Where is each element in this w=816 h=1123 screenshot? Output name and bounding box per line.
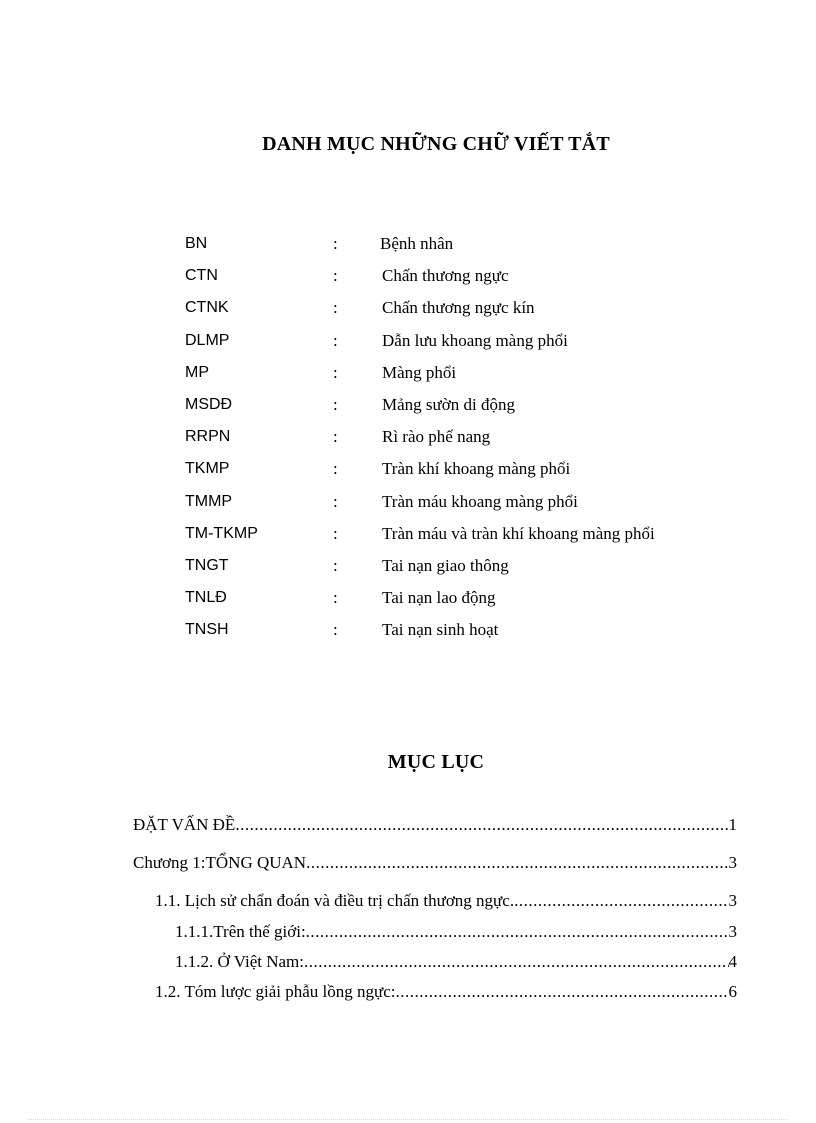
toc-entry-dat-van-de[interactable] bbox=[133, 814, 737, 836]
abbreviation-meaning: Tai nạn lao động bbox=[382, 588, 496, 608]
toc-dot-leader bbox=[304, 951, 729, 973]
toc-entry-page: 1 bbox=[728, 815, 737, 834]
toc-dot-leader bbox=[396, 981, 729, 1003]
toc-entry-page: 3 bbox=[728, 853, 737, 872]
toc-dot-leader bbox=[306, 852, 728, 874]
abbreviation-row bbox=[185, 491, 745, 523]
abbreviation-separator: : bbox=[333, 427, 338, 447]
toc-entry-1-1[interactable] bbox=[155, 890, 737, 912]
toc-entry-chuong-1[interactable] bbox=[133, 852, 737, 874]
toc-entry-page: 3 bbox=[728, 922, 737, 941]
abbreviation-meaning: Dẫn lưu khoang màng phổi bbox=[382, 330, 568, 350]
abbreviation-code: TKMP bbox=[185, 460, 230, 478]
abbreviation-row bbox=[185, 265, 745, 297]
abbreviation-code: BN bbox=[185, 235, 208, 252]
abbreviation-meaning: Tràn máu và tràn khí khoang màng phổi bbox=[382, 523, 655, 543]
toc-entry-label: ĐẶT VẤN ĐỀ bbox=[133, 815, 236, 834]
abbreviation-separator: : bbox=[333, 523, 338, 543]
abbreviation-code: CTN bbox=[185, 267, 218, 285]
abbreviation-row bbox=[185, 587, 745, 619]
toc-entry-1-1-1[interactable] bbox=[175, 921, 737, 943]
abbreviation-code: TNSH bbox=[185, 621, 229, 639]
abbreviation-row bbox=[185, 523, 745, 555]
abbreviation-code: TM-TKMP bbox=[185, 524, 258, 542]
abbreviation-separator: : bbox=[333, 459, 338, 479]
toc-entry-label: 1.1. Lịch sử chẩn đoán và điều trị chấn thương ngực. bbox=[155, 891, 515, 910]
abbreviation-meaning: Tràn máu khoang màng phổi bbox=[382, 491, 578, 511]
abbreviation-code: MP bbox=[185, 363, 209, 381]
abbreviation-code: CTNK bbox=[185, 299, 229, 317]
abbreviation-separator: : bbox=[333, 620, 338, 640]
abbreviation-code: TNGT bbox=[185, 556, 229, 574]
abbreviation-code: TNLĐ bbox=[185, 589, 227, 607]
abbreviation-separator: : bbox=[333, 234, 338, 253]
toc-entry-1-2[interactable] bbox=[155, 981, 737, 1003]
toc-entry-1-1-2[interactable] bbox=[175, 951, 737, 973]
abbreviation-meaning: Chấn thương ngực bbox=[382, 266, 509, 286]
abbreviations-list bbox=[185, 233, 745, 651]
abbreviation-row bbox=[185, 555, 745, 587]
abbreviations-title: DANH MỤC NHỮNG CHỮ VIẾT TẮT bbox=[262, 133, 610, 155]
abbreviation-meaning: Tai nạn giao thông bbox=[382, 555, 509, 575]
toc-entry-page: 6 bbox=[728, 982, 737, 1001]
toc-dot-leader bbox=[514, 890, 728, 912]
toc-title: MỤC LỤC bbox=[387, 751, 485, 773]
abbreviation-meaning: Tai nạn sinh hoạt bbox=[382, 620, 499, 640]
toc-entry-page: 3 bbox=[728, 891, 737, 910]
toc-dot-leader bbox=[306, 921, 729, 943]
abbreviation-meaning: Chấn thương ngực kín bbox=[382, 298, 535, 318]
abbreviation-separator: : bbox=[333, 588, 338, 608]
abbreviation-separator: : bbox=[333, 555, 338, 575]
abbreviation-meaning: Màng phổi bbox=[382, 362, 457, 382]
abbreviation-row bbox=[185, 426, 745, 458]
toc-entry-label: 1.1.2. Ở Việt Nam: bbox=[175, 952, 304, 971]
abbreviation-separator: : bbox=[333, 266, 338, 286]
abbreviation-meaning: Tràn khí khoang màng phổi bbox=[382, 459, 571, 479]
toc-entry-label: Chương 1:TỔNG QUAN bbox=[133, 853, 307, 872]
abbreviation-meaning: Mảng sườn di động bbox=[382, 394, 515, 414]
abbreviation-row bbox=[185, 458, 745, 490]
toc-entry-label: 1.2. Tóm lược giải phẫu lồng ngực: bbox=[155, 982, 396, 1001]
abbreviation-code: TMMP bbox=[185, 492, 233, 510]
abbreviation-separator: : bbox=[333, 491, 338, 511]
abbreviation-meaning: Rì rào phế nang bbox=[382, 427, 491, 447]
abbreviation-separator: : bbox=[333, 298, 338, 318]
abbreviation-row bbox=[185, 233, 745, 265]
abbreviation-code: RRPN bbox=[185, 428, 231, 446]
abbreviation-separator: : bbox=[333, 330, 338, 350]
abbreviation-code: DLMP bbox=[185, 331, 230, 349]
abbreviation-row bbox=[185, 362, 745, 394]
abbreviation-row bbox=[185, 619, 745, 651]
abbreviation-row bbox=[185, 330, 745, 362]
toc-entry-label: 1.1.1.Trên thế giới: bbox=[175, 922, 306, 941]
toc-entry-page: 4 bbox=[728, 952, 737, 971]
abbreviation-separator: : bbox=[333, 362, 338, 382]
abbreviation-separator: : bbox=[333, 394, 338, 414]
toc-dot-leader bbox=[235, 814, 728, 836]
abbreviation-row bbox=[185, 394, 745, 426]
abbreviation-row bbox=[185, 297, 745, 329]
page-bottom-divider bbox=[28, 1119, 788, 1120]
abbreviation-meaning: Bệnh nhân bbox=[380, 234, 454, 253]
abbreviation-code: MSDĐ bbox=[185, 395, 233, 413]
